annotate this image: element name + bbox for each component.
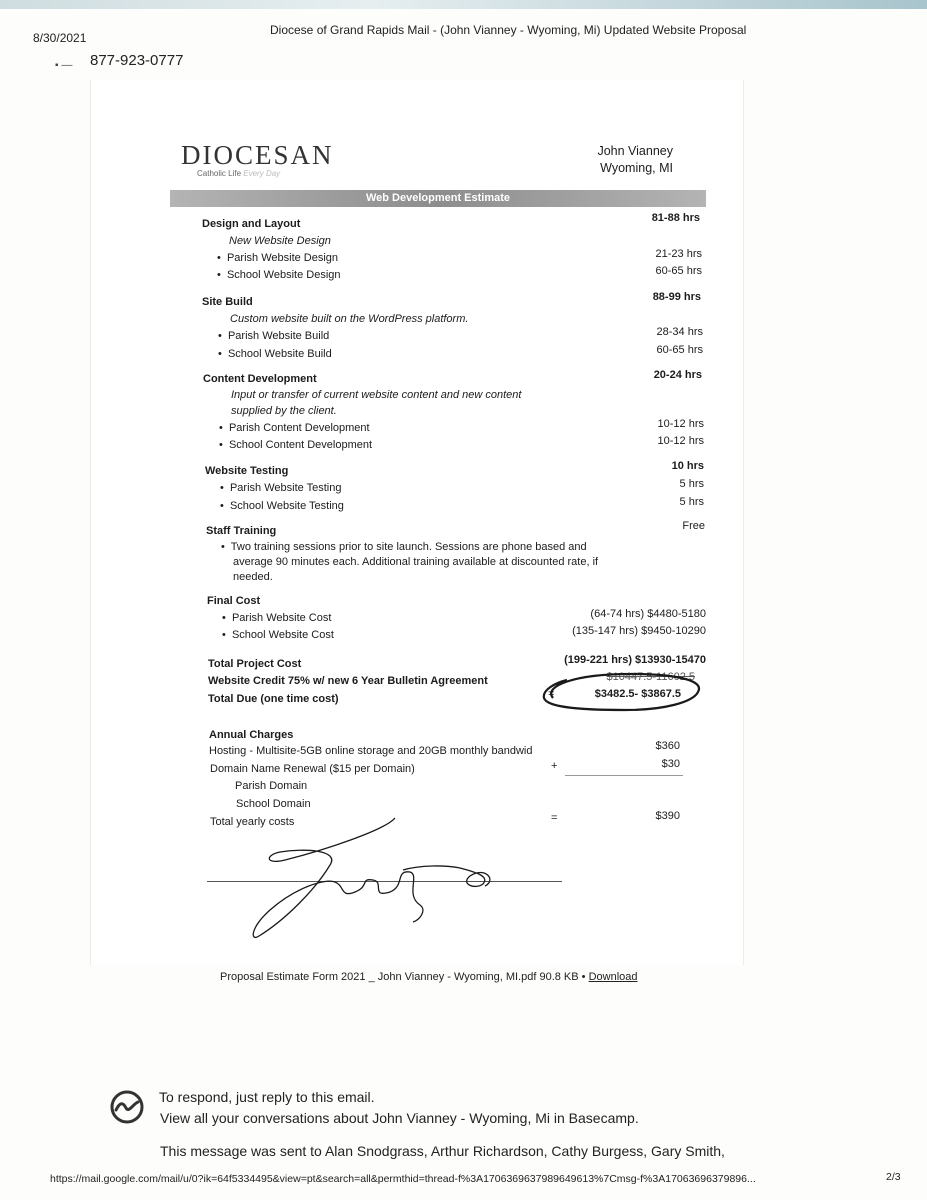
section-hours-build: 88-99 hrs	[652, 291, 701, 303]
download-link[interactable]: Download	[588, 971, 638, 983]
page-number: 2/3	[886, 1171, 901, 1183]
section-desc-content-1: Input or transfer of current website content and new content	[231, 389, 522, 401]
website-credit-label: Website Credit 75% w/ new 6 Year Bulletin Agreement	[208, 675, 488, 687]
attachment-separator: •	[581, 971, 586, 983]
total-due-value: $3482.5- $3867.5	[594, 688, 681, 700]
training-line-1: • Two training sessions prior to site launch. Sessions are phone based and	[221, 541, 587, 553]
section-hours-training: Free	[682, 520, 705, 532]
client-name: John Vianney	[597, 144, 673, 158]
attachment-size: 90.8 KB	[539, 971, 579, 983]
line-item: • Parish Website Testing	[220, 482, 342, 494]
training-line-3: needed.	[233, 571, 273, 583]
domain-renewal-label: Domain Name Renewal ($15 per Domain)	[210, 763, 415, 775]
logo-tagline: Catholic Life Every Day	[197, 169, 281, 178]
sum-line	[565, 775, 683, 776]
line-item-cost: (135-147 hrs) $9450-10290	[572, 625, 706, 637]
section-desc-content-2: supplied by the client.	[231, 405, 337, 417]
section-hours-testing: 10 hrs	[671, 460, 704, 472]
print-subject: Diocese of Grand Rapids Mail - (John Vianney - Wyoming, Mi) Updated Website Proposal	[270, 23, 747, 37]
total-project-value: (199-221 hrs) $13930-15470	[564, 654, 706, 666]
section-title-training: Staff Training	[206, 525, 277, 537]
final-cost-title: Final Cost	[207, 595, 261, 607]
hosting-value: $360	[655, 740, 680, 752]
reply-instruction: To respond, just reply to this email.	[159, 1089, 375, 1105]
line-item: • School Website Testing	[220, 500, 344, 512]
line-item: • School Content Development	[219, 439, 373, 451]
section-desc-design: New Website Design	[229, 235, 331, 247]
domain-renewal-value: $30	[661, 758, 680, 770]
annual-charges-title: Annual Charges	[209, 729, 294, 741]
client-location: Wyoming, MI	[600, 161, 673, 175]
attachment-name: Proposal Estimate Form 2021 _ John Vianney - Wyoming, MI.pdf	[220, 971, 537, 983]
total-yearly-value: $390	[655, 810, 680, 822]
line-item: • Parish Website Design	[217, 252, 339, 264]
website-credit-value: $10447.5-11602.5	[606, 671, 695, 683]
line-item-hours: 28-34 hrs	[656, 326, 703, 338]
hosting-label: Hosting - Multisite-5GB online storage and 20GB monthly bandwid	[209, 745, 533, 757]
line-item-hours: 60-65 hrs	[655, 265, 702, 277]
line-item: • School Website Build	[218, 348, 332, 360]
attachment-info	[220, 971, 638, 983]
line-item-hours: 10-12 hrs	[657, 418, 704, 430]
line-item: • School Website Design	[217, 269, 341, 281]
estimate-title-bar: Web Development Estimate	[170, 190, 706, 207]
section-title-design: Design and Layout	[202, 218, 301, 230]
section-title-build: Site Build	[202, 296, 253, 308]
line-item-hours: 5 hrs	[679, 478, 704, 490]
line-item-hours: 60-65 hrs	[656, 344, 703, 356]
line-item: • Parish Website Cost	[222, 612, 332, 624]
school-domain: School Domain	[236, 798, 311, 810]
diocesan-logo: DIOCESAN	[181, 140, 334, 170]
section-title-testing: Website Testing	[205, 465, 289, 477]
recipients-line: This message was sent to Alan Snodgrass, Arthur Richardson, Cathy Burgess, Gary Smith,	[160, 1143, 725, 1159]
section-hours-design: 81-88 hrs	[651, 212, 700, 224]
fax-mark-glyph: ▪ ––	[55, 60, 73, 71]
line-item-hours: 5 hrs	[679, 496, 704, 508]
plus-sign: +	[551, 760, 558, 772]
line-item: • School Website Cost	[222, 629, 334, 641]
equals-sign: =	[551, 812, 558, 824]
scan-top-band	[0, 0, 927, 9]
handwritten-signature	[245, 810, 505, 945]
line-item: • Parish Website Build	[218, 330, 330, 342]
total-project-label: Total Project Cost	[208, 658, 302, 670]
print-date: 8/30/2021	[33, 31, 87, 45]
fax-phone-number: 877-923-0777	[90, 52, 184, 69]
client-info	[513, 143, 673, 177]
total-due-equals: =	[548, 688, 555, 700]
print-url: https://mail.google.com/mail/u/0?ik=64f5334495&view=pt&search=all&permthid=thread-f%3A1706369637989649613%7Cmsg-f%3A17063696379896...	[50, 1173, 756, 1185]
line-item-hours: 21-23 hrs	[655, 248, 702, 260]
parish-domain: Parish Domain	[235, 780, 308, 792]
line-item-cost: (64-74 hrs) $4480-5180	[590, 608, 706, 620]
line-item: • Parish Content Development	[219, 422, 370, 434]
training-line-2: average 90 minutes each. Additional training available at discounted rate, if	[233, 556, 599, 568]
basecamp-icon	[108, 1088, 146, 1126]
section-hours-content: 20-24 hrs	[653, 369, 702, 381]
section-title-content: Content Development	[203, 373, 317, 385]
view-conversations: View all your conversations about John Vianney - Wyoming, Mi in Basecamp.	[160, 1110, 639, 1126]
total-yearly-label: Total yearly costs	[210, 816, 295, 828]
section-desc-build: Custom website built on the WordPress platform.	[230, 313, 469, 325]
line-item-hours: 10-12 hrs	[657, 435, 704, 447]
hand-drawn-circle	[535, 668, 710, 716]
total-due-label: Total Due (one time cost)	[208, 693, 339, 705]
